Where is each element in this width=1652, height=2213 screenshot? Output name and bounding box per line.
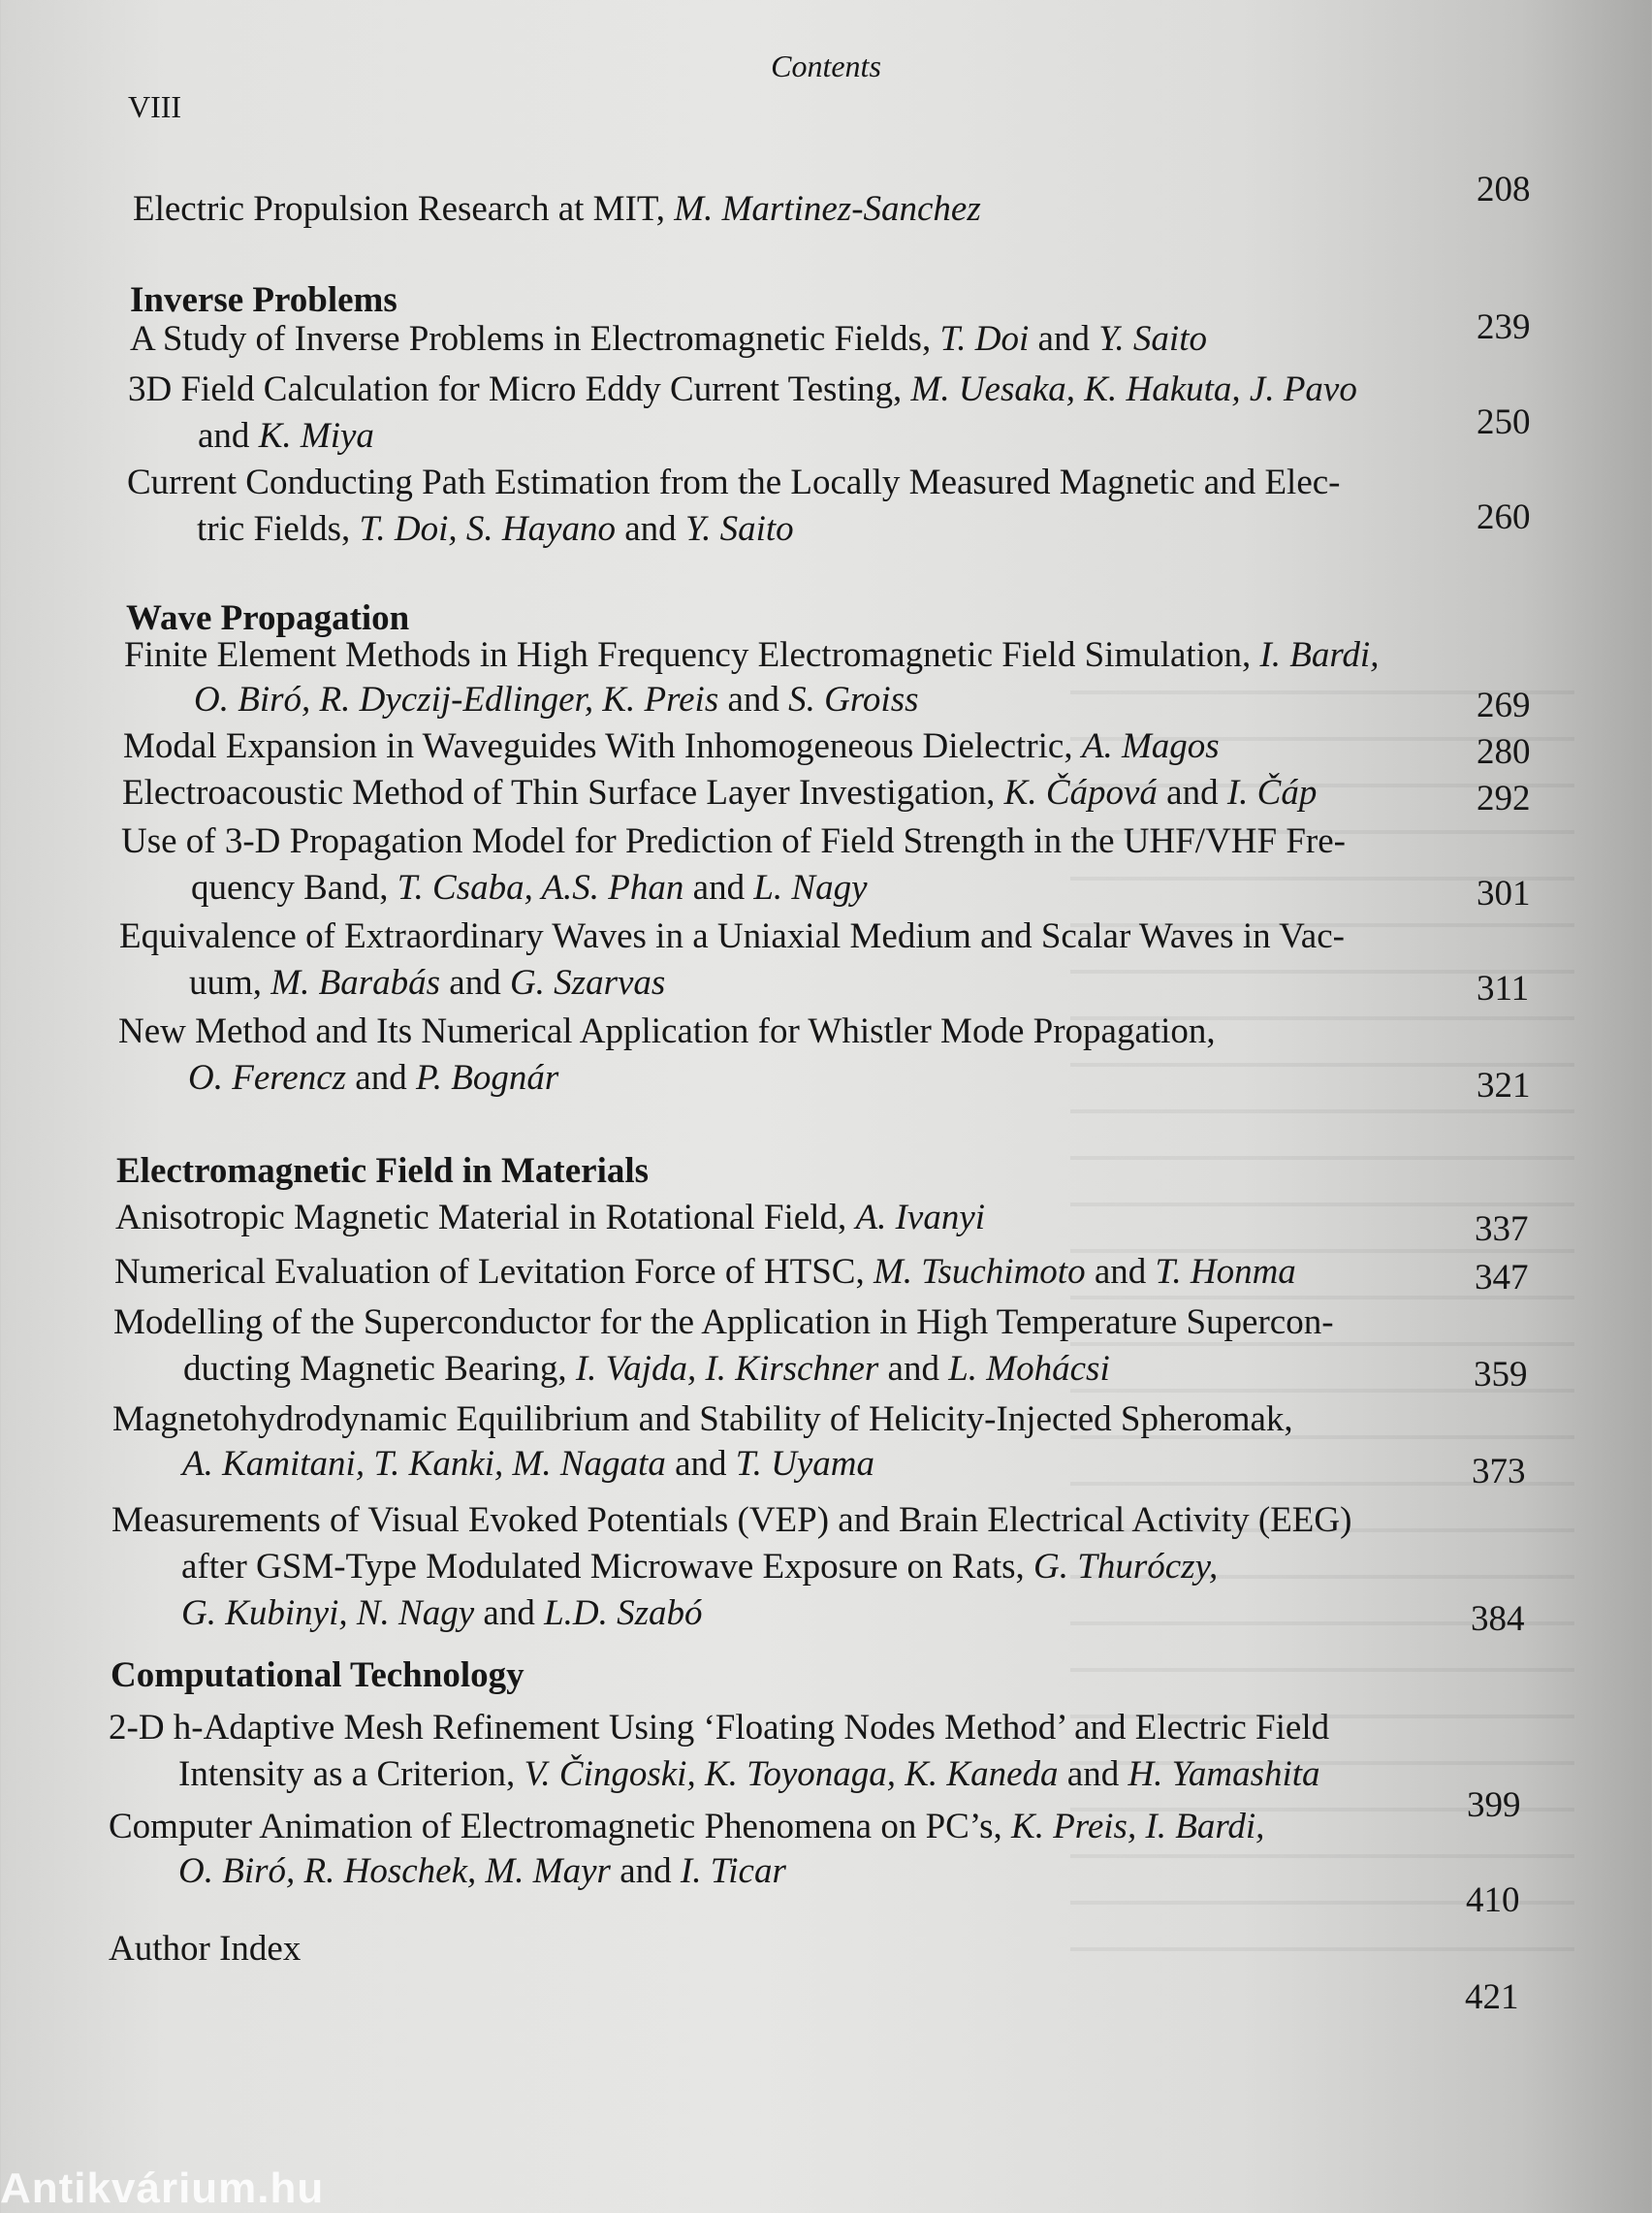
entry-page: 280 xyxy=(1477,732,1531,772)
running-head: Contents xyxy=(771,48,881,83)
entry-title: 2-D h-Adaptive Mesh Refinement Using ‘Floating Nodes Method’ and Electric Field xyxy=(109,1708,1330,1748)
entry-title: Electroacoustic Method of Thin Surface Layer Investigation, K. Čápová and I. Čáp xyxy=(122,773,1318,813)
entry-page: 311 xyxy=(1477,969,1530,1009)
entry-title: Modelling of the Superconductor for the Application in High Temperature Supercon- xyxy=(113,1302,1334,1342)
entry-page: 359 xyxy=(1474,1355,1528,1395)
entry-authors: O. Biró, R. Dyczij-Edlinger, K. Preis and S. Groiss xyxy=(194,680,919,720)
entry-page: 208 xyxy=(1477,170,1531,209)
entry-authors: uum, M. Barabás and G. Szarvas xyxy=(189,963,666,1003)
entry-title: Modal Expansion in Waveguides With Inhomogeneous Dielectric, A. Magos xyxy=(123,726,1220,766)
entry-title: Magnetohydrodynamic Equilibrium and Stability of Helicity-Injected Spheromak, xyxy=(112,1399,1293,1439)
entry-page: 410 xyxy=(1466,1880,1520,1920)
entry-page: 399 xyxy=(1467,1785,1521,1825)
entry-title: A Study of Inverse Problems in Electromagnetic Fields, T. Doi and Y. Saito xyxy=(130,319,1207,359)
entry-page: 301 xyxy=(1477,874,1531,914)
entry-title: Computer Animation of Electromagnetic Phenomena on PC’s, K. Preis, I. Bardi, xyxy=(109,1807,1265,1846)
entry-page: 269 xyxy=(1477,686,1531,725)
entry-title: Anisotropic Magnetic Material in Rotational Field, A. Ivanyi xyxy=(115,1198,986,1237)
entry-authors: G. Kubinyi, N. Nagy and L.D. Szabó xyxy=(181,1593,703,1633)
entry-title: Equivalence of Extraordinary Waves in a Uniaxial Medium and Scalar Waves in Vac- xyxy=(119,916,1345,956)
entry-authors: O. Ferencz and P. Bognár xyxy=(188,1058,559,1098)
entry-page: 250 xyxy=(1477,402,1531,442)
entry-title: Author Index xyxy=(109,1929,302,1969)
entry-title: Numerical Evaluation of Levitation Force of HTSC, M. Tsuchimoto and T. Honma xyxy=(114,1252,1296,1292)
entry-page: 321 xyxy=(1477,1066,1531,1106)
entry-page: 337 xyxy=(1475,1209,1529,1249)
entry-authors: A. Kamitani, T. Kanki, M. Nagata and T. Uyama xyxy=(182,1444,874,1484)
entry-title: Electric Propulsion Research at MIT, M. Martinez-Sanchez xyxy=(133,189,981,229)
entry-authors: tric Fields, T. Doi, S. Hayano and Y. Saito xyxy=(197,509,794,549)
entry-title: New Method and Its Numerical Application for Whistler Mode Propagation, xyxy=(118,1011,1216,1051)
entry-authors: quency Band, T. Csaba, A.S. Phan and L. Nagy xyxy=(191,868,868,908)
entry-page: 347 xyxy=(1475,1258,1529,1298)
entry-title: Current Conducting Path Estimation from the Locally Measured Magnetic and Elec- xyxy=(127,463,1341,502)
entry-authors: O. Biró, R. Hoschek, M. Mayr and I. Ticar xyxy=(178,1851,786,1891)
entry-title: Measurements of Visual Evoked Potentials (VEP) and Brain Electrical Activity (EEG) xyxy=(111,1500,1352,1540)
entry-authors: and K. Miya xyxy=(198,416,374,456)
entry-page: 421 xyxy=(1465,1977,1519,2017)
entry-page: 239 xyxy=(1477,307,1531,347)
entry-title: Use of 3-D Propagation Model for Prediction of Field Strength in the UHF/VHF Fre- xyxy=(121,821,1346,861)
entry-title: 3D Field Calculation for Micro Eddy Current Testing, M. Uesaka, K. Hakuta, J. Pavo xyxy=(128,369,1357,409)
watermark-text: Antikvárium.hu xyxy=(0,2165,325,2212)
entry-page: 384 xyxy=(1471,1599,1525,1639)
entry-authors: ducting Magnetic Bearing, I. Vajda, I. Kirschner and L. Mohácsi xyxy=(183,1349,1110,1389)
entry-authors: Intensity as a Criterion, V. Čingoski, K. Toyonaga, K. Kaneda and H. Yamashita xyxy=(178,1754,1320,1794)
entry-page: 260 xyxy=(1477,497,1531,537)
page-number-roman: VIII xyxy=(128,89,182,124)
entry-title: Finite Element Methods in High Frequency Electromagnetic Field Simulation, I. Bardi, xyxy=(124,635,1380,675)
entry-page: 292 xyxy=(1477,779,1531,818)
contents-page: Contents VIII Inverse Problems Wave Propagation Electromagnetic Field in Materials Computational Technology Electric Propulsion Research at MIT, M. Martinez-Sanchez 208 A Study of Inverse Problems in Electromagnetic Fields, T. Doi and Y. Saito 239 3D Field Calculation for Micro Eddy Current Testing, M. Uesaka, K. Hakuta, J. Pavo and K. Miya 250 Current Conducting Path Estimation from the Locally Measured Magnetic and Elec- tric Fields, T. Doi, S. Hayano and Y. Saito 260 Finite Element Methods in High Frequency Electromagnetic Field Simulation, I. Bardi, O. Biró, R. Dyczij-Edlinger, K. Preis and S. Groiss 269 Modal Expansion in Waveguides With Inhomogeneous Dielectric, A. Magos 280 Electroacoustic Method of Thin Surface Layer Investigation, K. Čápová and I. Čáp 292 Use of 3-D Propagation Model for Prediction of Field Strength in the UHF/VHF Fre- quency Band, T. Csaba, A.S. Phan and L. Nagy 301 Equivalence of Extraordinary Waves in a Uniaxial Medium and Scalar Waves in Vac- uum, M. Barabás and G. Szarvas 311 New Method and Its Numerical Application for Whistler Mode Propagation, O. Ferencz and P. Bognár 321 Anisotropic Magnetic Material in Rotational Field, A. Ivanyi 337 Numerical Evaluation of Levitation Force of HTSC, M. Tsuchimoto and T. Honma 347 Modelling of the Superconductor for the Application in High Temperature Supercon- ducting Magnetic Bearing, I. Vajda, I. Kirschner and L. Mohácsi 359 Magnetohydrodynamic Equilibrium and Stability of Helicity-Injected Spheromak, A. Kamitani, T. Kanki, M. Nagata and T. Uyama 373 Measurements of Visual Evoked Potentials (VEP) and Brain Electrical Activity (EEG) after GSM-Type Modulated Microwave Exposure on Rats, G. Thuróczy, G. Kubinyi, N. Nagy and L.D. Szabó 384 2-D h-Adaptive Mesh Refinement Using ‘Floating Nodes Method’ and Electric Field Intensity as a Criterion, V. Čingoski, K. Toyonaga, K. Kaneda and H. Yamashita 399 Computer Animation of Electromagnetic Phenomena on PC’s, K. Preis, I. Bardi, O. Biró, R. Hoschek, M. Mayr and I. Ticar 410 Author Index 421 Antikvárium.hu xyxy=(0,0,1652,2203)
entry-authors: after GSM-Type Modulated Microwave Exposure on Rats, G. Thuróczy, xyxy=(181,1547,1219,1587)
entry-page: 373 xyxy=(1472,1452,1526,1491)
